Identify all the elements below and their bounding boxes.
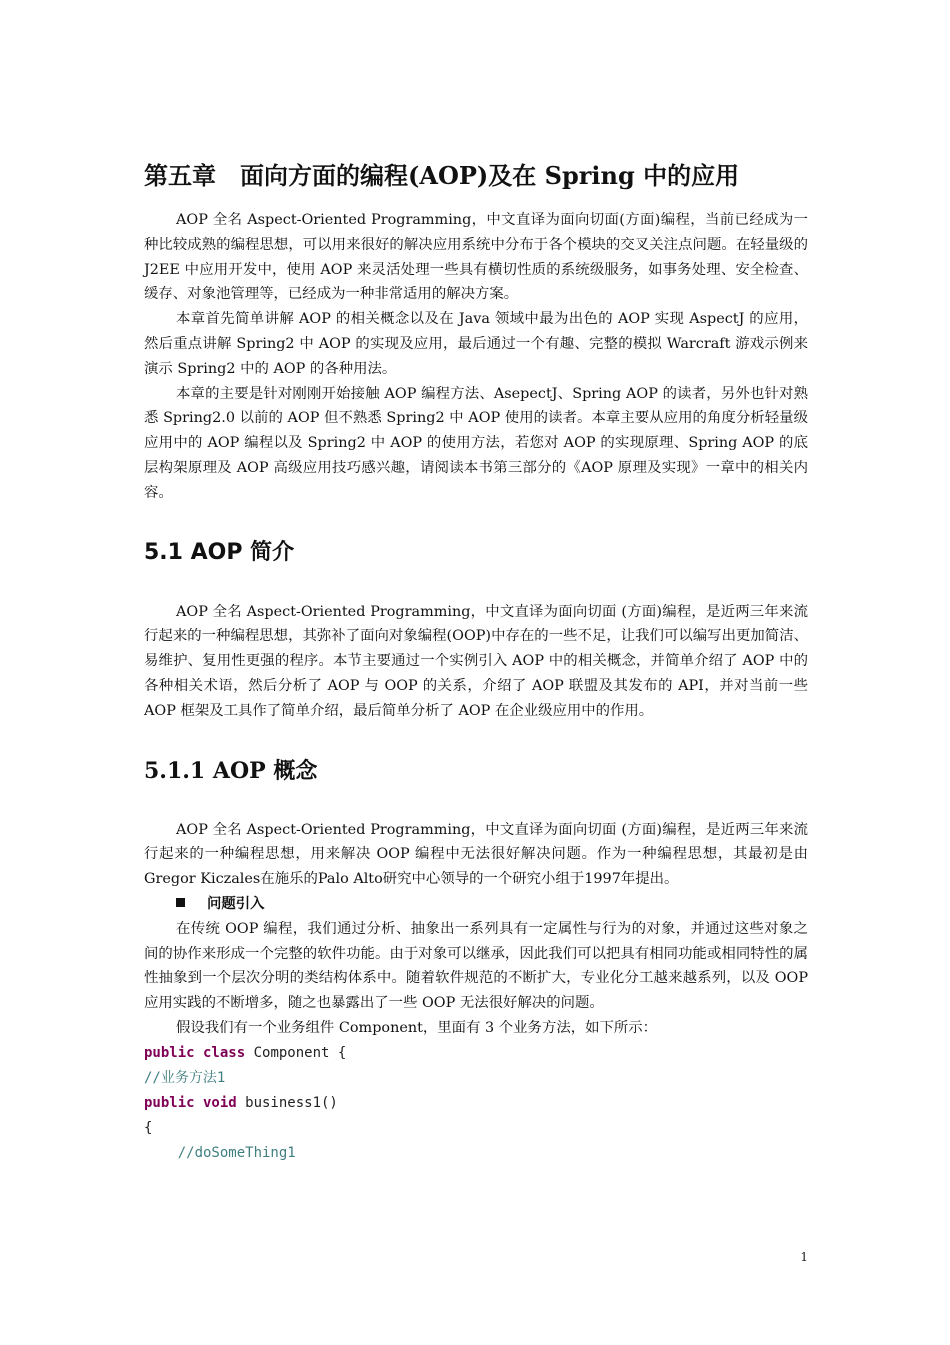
intro-paragraph-2: 本章首先简单讲解 AOP 的相关概念以及在 Java 领域中最为出色的 AOP 实现 AspectJ 的应用，然后重点讲解 Spring2 中 AOP 的实现及应用，最后通过一个有趣、完整的模拟 Warcraft 游戏示例来演示 Spring2 中的 AOP 的各种用法。 [144, 311, 808, 377]
code-line [144, 1116, 808, 1141]
code-line [144, 1091, 808, 1116]
section-5-1-1-paragraph-3: 假设我们有一个业务组件 Component，里面有 3 个业务方法，如下所示： [176, 1019, 658, 1036]
code-keyword: public class [144, 1044, 246, 1061]
page-number: 1 [800, 1250, 808, 1264]
spacer [144, 788, 808, 818]
spacer [144, 570, 808, 600]
code-comment: //业务方法1 [144, 1069, 226, 1086]
intro-paragraph-3: 本章的主要是针对刚刚开始接触 AOP 编程方法、AsepectJ、Spring AOP 的读者，另外也针对熟悉 Spring2.0 以前的 AOP 但不熟悉 Spring2 中 AOP 使用的读者。本章主要从应用的角度分析轻量级应用中的 AOP 编程以及 Spring2 中 AOP 的使用方法，若您对 AOP 的实现原理、Spring AOP 的底层构架原理及 AOP 高级应用技巧感兴趣，请阅读本书第三部分的《AOP 原理及实现》一章中的相关内容。 [144, 385, 808, 501]
spacer [144, 506, 808, 536]
code-text: business1() [236, 1094, 338, 1111]
code-block [144, 1041, 808, 1166]
section-heading-5-1-1: 5.1.1 AOP 概念 [144, 757, 318, 784]
code-line [144, 1066, 808, 1091]
spacer [144, 724, 808, 754]
section-5-1-paragraph: AOP 全名 Aspect-Oriented Programming，中文直译为面向切面 (方面)编程，是近两三年来流行起来的一种编程思想，其弥补了面向对象编程(OOP)中存在的一些不足，让我们可以编写出更加简洁、易维护、复用性更强的程序。本节主要通过一个实例引入 AOP 中的相关概念，并简单介绍了 AOP 中的各种相关术语，然后分析了 AOP 与 OOP 的关系，介绍了 AOP 联盟及其发布的 API，并对当前一些 AOP 框架及工具作了简单介绍，最后简单分析了 AOP 在企业级应用中的作用。 [144, 603, 808, 719]
square-bullet-icon [176, 898, 185, 907]
intro-paragraph-1: AOP 全名 Aspect-Oriented Programming，中文直译为面向切面(方面)编程，当前已经成为一种比较成熟的编程思想，可以用来很好的解决应用系统中分布于各个模块的交叉关注点问题。在轻量级的 J2EE 中应用开发中，使用 AOP 来灵活处理一些具有横切性质的系统级服务，如事务处理、安全检查、缓存、对象池管理等，已经成为一种非常适用的解决方案。 [144, 212, 808, 303]
code-line [144, 1141, 808, 1166]
code-text: { [144, 1119, 153, 1136]
bullet-item [144, 892, 808, 917]
page-content [144, 156, 808, 1166]
code-comment: //doSomeThing1 [177, 1144, 296, 1161]
code-text: Component { [245, 1044, 347, 1061]
section-5-1-1-paragraph-1: AOP 全名 Aspect-Oriented Programming，中文直译为面向切面 (方面)编程，是近两三年来流行起来的一种编程思想，用来解决 OOP 编程中无法很好解决问题。作为一种编程思想，其最初是由Gregor Kiczales在施乐的Palo Alto研究中心领导的一个研究小组于1997年提出。 [144, 821, 808, 888]
code-indent [144, 1145, 178, 1161]
code-line [144, 1041, 808, 1066]
bullet-text: 问题引入 [207, 895, 265, 912]
chapter-title: 第五章 面向方面的编程(AOP)及在 Spring 中的应用 [144, 161, 740, 190]
section-heading-5-1: 5.1 AOP 简介 [144, 539, 295, 565]
code-keyword: public void [144, 1094, 237, 1111]
spacer [144, 196, 808, 208]
section-5-1-1-paragraph-2: 在传统 OOP 编程，我们通过分析、抽象出一系列具有一定属性与行为的对象，并通过这些对象之间的协作来形成一个完整的软件功能。由于对象可以继承，因此我们可以把具有相同功能或相同特性的属性抽象到一个层次分明的类结构体系中。随着软件规范的不断扩大，专业化分工越来越系列，以及 OOP 应用实践的不断增多，随之也暴露出了一些 OOP 无法很好解决的问题。 [144, 920, 808, 1012]
